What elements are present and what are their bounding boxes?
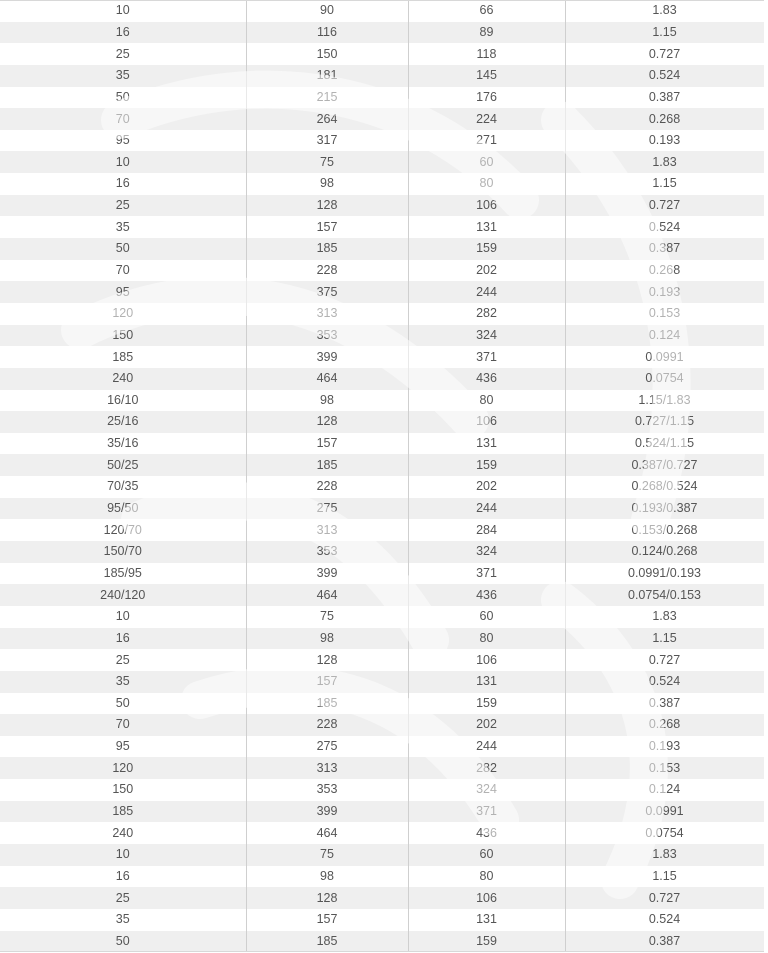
table-cell: 275 xyxy=(246,736,408,758)
table-row xyxy=(0,238,764,260)
table-cell: 0.124 xyxy=(565,779,764,801)
table-cell: 116 xyxy=(246,22,408,44)
table-cell: 202 xyxy=(408,260,565,282)
table-cell: 75 xyxy=(246,151,408,173)
table-cell: 80 xyxy=(408,628,565,650)
table-cell: 60 xyxy=(408,606,565,628)
table-row xyxy=(0,844,764,866)
table-cell: 10 xyxy=(0,0,246,22)
table-row xyxy=(0,108,764,130)
table-cell: 244 xyxy=(408,498,565,520)
table-cell: 35 xyxy=(0,671,246,693)
table-row xyxy=(0,173,764,195)
table-cell: 159 xyxy=(408,693,565,715)
table-cell: 324 xyxy=(408,779,565,801)
table-row xyxy=(0,931,764,953)
table-row xyxy=(0,151,764,173)
table-cell: 436 xyxy=(408,584,565,606)
table-cell: 25 xyxy=(0,887,246,909)
table-cell: 185 xyxy=(246,693,408,715)
table-cell: 176 xyxy=(408,87,565,109)
table-cell: 228 xyxy=(246,714,408,736)
table-cell: 131 xyxy=(408,671,565,693)
table-cell: 185 xyxy=(246,238,408,260)
table-cell: 244 xyxy=(408,736,565,758)
table-cell: 50 xyxy=(0,693,246,715)
table-cell: 128 xyxy=(246,411,408,433)
table-cell: 313 xyxy=(246,303,408,325)
table-row xyxy=(0,195,764,217)
table-cell: 106 xyxy=(408,649,565,671)
table-row xyxy=(0,390,764,412)
table-cell: 0.268/0.524 xyxy=(565,476,764,498)
table-cell: 313 xyxy=(246,757,408,779)
table-cell: 90 xyxy=(246,0,408,22)
table-row xyxy=(0,563,764,585)
table-cell: 371 xyxy=(408,801,565,823)
table-cell: 131 xyxy=(408,216,565,238)
table-cell: 16 xyxy=(0,22,246,44)
table-cell: 131 xyxy=(408,433,565,455)
table-cell: 275 xyxy=(246,498,408,520)
table-cell: 0.268 xyxy=(565,108,764,130)
table-cell: 157 xyxy=(246,671,408,693)
table-cell: 10 xyxy=(0,606,246,628)
table-cell: 50 xyxy=(0,238,246,260)
table-cell: 98 xyxy=(246,866,408,888)
table-cell: 157 xyxy=(246,216,408,238)
table-cell: 0.193 xyxy=(565,130,764,152)
table-cell: 0.124 xyxy=(565,325,764,347)
table-cell: 157 xyxy=(246,909,408,931)
table-cell: 80 xyxy=(408,173,565,195)
table-row xyxy=(0,325,764,347)
table-cell: 353 xyxy=(246,541,408,563)
table-cell: 159 xyxy=(408,931,565,953)
table-cell: 80 xyxy=(408,390,565,412)
table-cell: 282 xyxy=(408,757,565,779)
table-cell: 1.83 xyxy=(565,844,764,866)
table-row xyxy=(0,866,764,888)
table-cell: 0.387 xyxy=(565,87,764,109)
table-row xyxy=(0,216,764,238)
table-row xyxy=(0,65,764,87)
table-row xyxy=(0,779,764,801)
table-cell: 0.0991/0.193 xyxy=(565,563,764,585)
table-cell: 0.193/0.387 xyxy=(565,498,764,520)
table-cell: 106 xyxy=(408,195,565,217)
table-cell: 35 xyxy=(0,65,246,87)
table-cell: 131 xyxy=(408,909,565,931)
table-cell: 0.387 xyxy=(565,931,764,953)
table-row xyxy=(0,887,764,909)
table-cell: 0.727 xyxy=(565,43,764,65)
table-cell: 0.124/0.268 xyxy=(565,541,764,563)
table-cell: 25 xyxy=(0,43,246,65)
table-cell: 1.83 xyxy=(565,151,764,173)
table-cell: 353 xyxy=(246,325,408,347)
table-cell: 120 xyxy=(0,303,246,325)
table-cell: 95 xyxy=(0,736,246,758)
table-cell: 89 xyxy=(408,22,565,44)
table-row xyxy=(0,411,764,433)
table-row xyxy=(0,130,764,152)
table-cell: 215 xyxy=(246,87,408,109)
table-cell: 128 xyxy=(246,195,408,217)
table-cell: 0.727/1.15 xyxy=(565,411,764,433)
table-cell: 0.524/1.15 xyxy=(565,433,764,455)
table-row xyxy=(0,43,764,65)
table-cell: 70 xyxy=(0,108,246,130)
table-cell: 0.193 xyxy=(565,281,764,303)
table-cell: 324 xyxy=(408,325,565,347)
table-cell: 399 xyxy=(246,346,408,368)
table-cell: 375 xyxy=(246,281,408,303)
table-cell: 118 xyxy=(408,43,565,65)
table-cell: 264 xyxy=(246,108,408,130)
table-cell: 0.727 xyxy=(565,887,764,909)
top-border xyxy=(0,0,764,1)
table-cell: 0.268 xyxy=(565,714,764,736)
table-cell: 353 xyxy=(246,779,408,801)
table-cell: 436 xyxy=(408,822,565,844)
table-cell: 66 xyxy=(408,0,565,22)
table-cell: 75 xyxy=(246,606,408,628)
table-cell: 202 xyxy=(408,714,565,736)
table-cell: 317 xyxy=(246,130,408,152)
table-row xyxy=(0,649,764,671)
table-cell: 106 xyxy=(408,411,565,433)
table-row xyxy=(0,476,764,498)
table-cell: 0.153 xyxy=(565,757,764,779)
table-row xyxy=(0,714,764,736)
table-cell: 157 xyxy=(246,433,408,455)
table-cell: 1.15 xyxy=(565,22,764,44)
table-row xyxy=(0,584,764,606)
table-cell: 106 xyxy=(408,887,565,909)
table-cell: 0.524 xyxy=(565,216,764,238)
table-cell: 240 xyxy=(0,822,246,844)
table-cell: 1.15/1.83 xyxy=(565,390,764,412)
table-cell: 10 xyxy=(0,844,246,866)
table-cell: 0.268 xyxy=(565,260,764,282)
table-cell: 1.15 xyxy=(565,173,764,195)
table-cell: 0.153/0.268 xyxy=(565,519,764,541)
table-cell: 95 xyxy=(0,130,246,152)
table-cell: 228 xyxy=(246,260,408,282)
table-row xyxy=(0,281,764,303)
table-cell: 0.0754 xyxy=(565,368,764,390)
table-cell: 0.0991 xyxy=(565,346,764,368)
table-row xyxy=(0,628,764,650)
table-cell: 240 xyxy=(0,368,246,390)
table-cell: 150 xyxy=(246,43,408,65)
table-cell: 25/16 xyxy=(0,411,246,433)
table-cell: 120/70 xyxy=(0,519,246,541)
table-cell: 16/10 xyxy=(0,390,246,412)
table-row xyxy=(0,260,764,282)
bottom-border xyxy=(0,951,764,952)
table-cell: 35 xyxy=(0,909,246,931)
table-row xyxy=(0,87,764,109)
table-cell: 464 xyxy=(246,584,408,606)
table-cell: 70 xyxy=(0,260,246,282)
table-row xyxy=(0,671,764,693)
table-row xyxy=(0,303,764,325)
table-cell: 98 xyxy=(246,173,408,195)
table-cell: 60 xyxy=(408,844,565,866)
table-cell: 25 xyxy=(0,649,246,671)
table-cell: 185 xyxy=(246,454,408,476)
table-cell: 185 xyxy=(0,346,246,368)
table-cell: 240/120 xyxy=(0,584,246,606)
table-cell: 80 xyxy=(408,866,565,888)
table-cell: 0.524 xyxy=(565,671,764,693)
table-cell: 324 xyxy=(408,541,565,563)
table-cell: 98 xyxy=(246,628,408,650)
table-cell: 271 xyxy=(408,130,565,152)
table-cell: 150 xyxy=(0,779,246,801)
table-row xyxy=(0,541,764,563)
table-cell: 95/50 xyxy=(0,498,246,520)
table-cell: 0.193 xyxy=(565,736,764,758)
table-cell: 0.387/0.727 xyxy=(565,454,764,476)
table-row xyxy=(0,0,764,22)
table-cell: 10 xyxy=(0,151,246,173)
table-cell: 70 xyxy=(0,714,246,736)
table-cell: 185 xyxy=(246,931,408,953)
table-cell: 399 xyxy=(246,801,408,823)
table-row xyxy=(0,757,764,779)
table-row xyxy=(0,22,764,44)
table-cell: 16 xyxy=(0,173,246,195)
table-cell: 128 xyxy=(246,649,408,671)
table-cell: 95 xyxy=(0,281,246,303)
table-cell: 464 xyxy=(246,368,408,390)
table-cell: 371 xyxy=(408,346,565,368)
table-cell: 436 xyxy=(408,368,565,390)
table-cell: 0.524 xyxy=(565,909,764,931)
table-cell: 181 xyxy=(246,65,408,87)
table-cell: 16 xyxy=(0,628,246,650)
table-cell: 1.83 xyxy=(565,0,764,22)
table-row xyxy=(0,736,764,758)
table-cell: 120 xyxy=(0,757,246,779)
table-row xyxy=(0,519,764,541)
table-cell: 228 xyxy=(246,476,408,498)
table-cell: 202 xyxy=(408,476,565,498)
table-cell: 1.15 xyxy=(565,866,764,888)
table-cell: 0.727 xyxy=(565,649,764,671)
table-cell: 282 xyxy=(408,303,565,325)
table-cell: 98 xyxy=(246,390,408,412)
table-cell: 150 xyxy=(0,325,246,347)
table-cell: 185 xyxy=(0,801,246,823)
table-cell: 25 xyxy=(0,195,246,217)
table-row xyxy=(0,606,764,628)
table-cell: 284 xyxy=(408,519,565,541)
table-cell: 35/16 xyxy=(0,433,246,455)
table-cell: 159 xyxy=(408,454,565,476)
table-cell: 0.524 xyxy=(565,65,764,87)
table-row xyxy=(0,454,764,476)
table-cell: 371 xyxy=(408,563,565,585)
table-row xyxy=(0,801,764,823)
table-cell: 0.153 xyxy=(565,303,764,325)
table-cell: 70/35 xyxy=(0,476,246,498)
table-cell: 145 xyxy=(408,65,565,87)
table-cell: 313 xyxy=(246,519,408,541)
table-cell: 1.15 xyxy=(565,628,764,650)
table-row xyxy=(0,433,764,455)
table-cell: 0.0991 xyxy=(565,801,764,823)
table-cell: 50 xyxy=(0,87,246,109)
table-cell: 464 xyxy=(246,822,408,844)
table-cell: 0.0754/0.153 xyxy=(565,584,764,606)
table-cell: 244 xyxy=(408,281,565,303)
table-row xyxy=(0,909,764,931)
table-cell: 224 xyxy=(408,108,565,130)
table-cell: 75 xyxy=(246,844,408,866)
table-cell: 159 xyxy=(408,238,565,260)
table-cell: 35 xyxy=(0,216,246,238)
table-cell: 0.387 xyxy=(565,238,764,260)
table-row xyxy=(0,498,764,520)
table-row xyxy=(0,822,764,844)
table-row xyxy=(0,346,764,368)
table-cell: 60 xyxy=(408,151,565,173)
table-cell: 399 xyxy=(246,563,408,585)
table-cell: 50 xyxy=(0,931,246,953)
table-row xyxy=(0,368,764,390)
table-cell: 128 xyxy=(246,887,408,909)
table-cell: 0.387 xyxy=(565,693,764,715)
table-cell: 0.0754 xyxy=(565,822,764,844)
table-row xyxy=(0,693,764,715)
table-cell: 185/95 xyxy=(0,563,246,585)
table-cell: 150/70 xyxy=(0,541,246,563)
table-cell: 0.727 xyxy=(565,195,764,217)
table-cell: 50/25 xyxy=(0,454,246,476)
table-cell: 16 xyxy=(0,866,246,888)
table-cell: 1.83 xyxy=(565,606,764,628)
